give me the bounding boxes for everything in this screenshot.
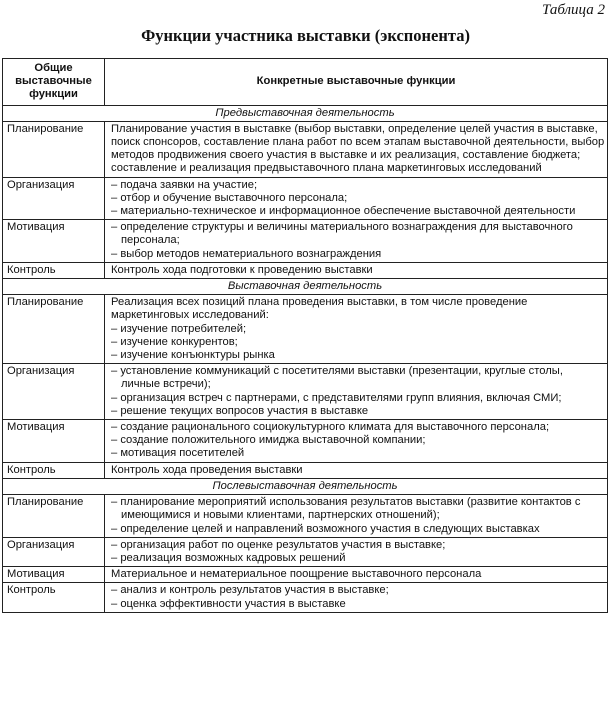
table-row <box>3 495 608 538</box>
specific-functions-cell <box>105 364 608 420</box>
description-line: Реализация всех позиций плана проведения выставки, в том числе проведение маркетинговых исследований: <box>111 296 528 322</box>
specific-functions-cell <box>105 295 608 364</box>
functions-table <box>2 58 608 613</box>
header-general-functions: Общие выставочные функции <box>3 59 105 106</box>
header-specific-functions: Конкретные выставочные функции <box>105 59 608 106</box>
table-row <box>3 537 608 566</box>
table-row <box>3 420 608 463</box>
description-line: Контроль хода проведения выставки <box>111 463 303 476</box>
description-line: Материальное и нематериальное поощрение выставочного персонала <box>111 568 482 581</box>
specific-functions-cell <box>105 262 608 278</box>
specific-functions-cell <box>105 583 608 612</box>
specific-functions-cell <box>105 495 608 538</box>
table-row <box>3 262 608 278</box>
description-line: – реализация возможных кадровых решений <box>111 551 346 564</box>
description-line: – изучение конъюнктуры рынка <box>111 349 275 362</box>
table-number: Таблица 2 <box>542 2 605 18</box>
general-function-cell: Контроль <box>3 262 105 278</box>
description-line: – оценка эффективности участия в выставке <box>111 597 346 610</box>
specific-functions-cell <box>105 462 608 478</box>
description-line: – определение целей и направлений возможного участия в следующих выставках <box>111 522 540 535</box>
general-function-cell: Контроль <box>3 462 105 478</box>
general-function-cell: Мотивация <box>3 420 105 463</box>
description-line: – изучение потребителей; <box>111 322 247 335</box>
table-row <box>3 583 608 612</box>
specific-functions-cell <box>105 177 608 220</box>
description-line: – определение структуры и величины материального вознаграждения для выставочного персонала; <box>111 221 573 247</box>
section-title: Выставочная деятельность <box>3 279 608 295</box>
table-row <box>3 567 608 583</box>
specific-functions-cell <box>105 121 608 177</box>
description-line: – подача заявки на участие; <box>111 178 258 191</box>
description-line: – материально-техническое и информационное обеспечение выставочной деятельности <box>111 205 576 218</box>
header-row <box>3 59 608 106</box>
description-line: – планирование мероприятий использования результатов выставки (развитие контактов с имеющимися и новыми клиентами, партнерских отношений); <box>111 496 581 522</box>
section-title: Предвыставочная деятельность <box>3 105 608 121</box>
section-row <box>3 105 608 121</box>
specific-functions-cell <box>105 220 608 263</box>
description-line: – анализ и контроль результатов участия в выставке; <box>111 584 389 597</box>
specific-functions-cell <box>105 567 608 583</box>
general-function-cell: Контроль <box>3 583 105 612</box>
general-function-cell: Организация <box>3 364 105 420</box>
description-line: – решение текущих вопросов участия в выставке <box>111 404 369 417</box>
general-function-cell: Планирование <box>3 295 105 364</box>
table-row <box>3 462 608 478</box>
description-line: – создание рационального социокультурного климата для выставочного персонала; <box>111 421 550 434</box>
general-function-cell: Мотивация <box>3 220 105 263</box>
general-function-cell: Мотивация <box>3 567 105 583</box>
description-line: – организация встреч с партнерами, с представителями групп влияния, включая СМИ; <box>111 391 562 404</box>
description-line: – организация работ по оценке результатов участия в выставке; <box>111 538 446 551</box>
general-function-cell: Организация <box>3 177 105 220</box>
description-line: – выбор методов нематериального вознаграждения <box>111 247 382 260</box>
description-line: – мотивация посетителей <box>111 447 245 460</box>
specific-functions-cell <box>105 537 608 566</box>
table-row <box>3 295 608 364</box>
general-function-cell: Планирование <box>3 495 105 538</box>
table-row <box>3 121 608 177</box>
description-line: Контроль хода подготовки к проведению выставки <box>111 263 373 276</box>
section-row <box>3 279 608 295</box>
section-title: Послевыставочная деятельность <box>3 478 608 494</box>
description-line: – установление коммуникаций с посетителями выставки (презентации, круглые столы, личные встречи); <box>111 365 563 391</box>
table-row <box>3 364 608 420</box>
table-row <box>3 220 608 263</box>
general-function-cell: Организация <box>3 537 105 566</box>
general-function-cell: Планирование <box>3 121 105 177</box>
table-row <box>3 177 608 220</box>
table-title: Функции участника выставки (экспонента) <box>141 26 470 45</box>
section-row <box>3 478 608 494</box>
description-line: – изучение конкурентов; <box>111 335 238 348</box>
specific-functions-cell <box>105 420 608 463</box>
description-line: – создание положительного имиджа выставочной компании; <box>111 434 426 447</box>
description-line: – отбор и обучение выставочного персонала; <box>111 191 348 204</box>
description-line: Планирование участия в выставке (выбор выставки, определение целей участия в выставке, поиск спонсоров, составление плана работ по всем этапам выставочной деятельности, выбор методов продвижения своего участия в выставке и их реализация, составление бюджета; составление и реализация предвыставочного плана маркетинговых исследований <box>111 122 605 175</box>
